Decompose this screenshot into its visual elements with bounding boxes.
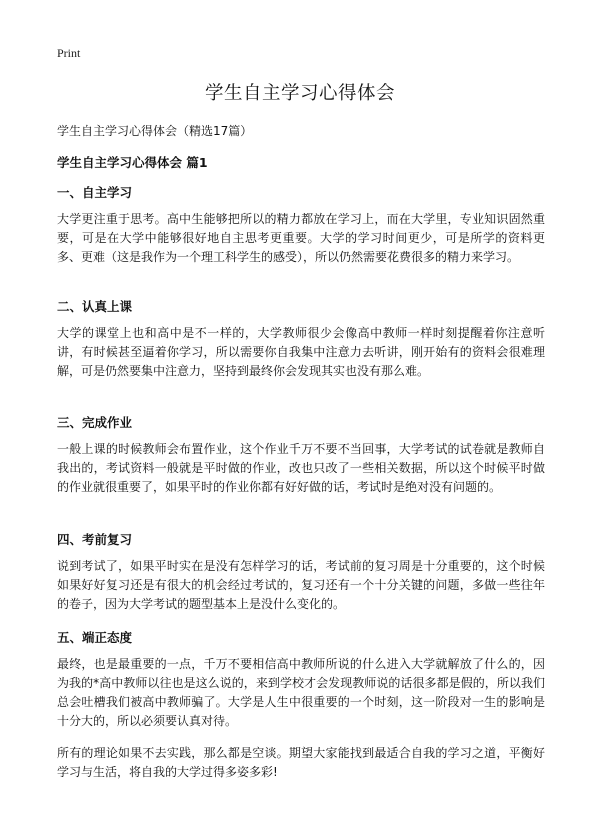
section-body-3: 一般上课的时候教师会布置作业，这个作业千万不要不当回事，大学考试的试卷就是教师自我出的，考试资料一般就是平时做的作业，改也只改了一些相关数据，所以这个时候平时做的作业就很重要了，如果平时的作业你都有好好做的话，考试时是绝对没有问题的。 xyxy=(57,442,545,494)
section-body-5: 最终，也是最重要的一点，千万不要相信高中教师所说的什么进入大学就解放了什么的，因为我的*高中教师以往也是这么说的，来到学校才会发现教师说的话很多都是假的，所以我们总会吐槽我们被高中教师骗了。大学是人生中很重要的一个时刻，这一阶段对一生的影响是十分大的，所以必须要认真对待。 xyxy=(57,657,545,728)
section-heading-3: 三、完成作业 xyxy=(57,415,133,430)
article-heading: 学生自主学习心得体会 篇1 xyxy=(57,155,208,170)
section-body-1: 大学更注重于思考。高中生能够把所以的精力都放在学习上，而在大学里，专业知识固然重要，可是在大学中能够很好地自主思考更重要。大学的学习时间更少，可是所学的资料更多、更难（这是我作为一个理工科学生的感受），所以仍然需要花费很多的精力来学习。 xyxy=(57,212,545,264)
closing-paragraph: 所有的理论如果不去实践，那么都是空谈。期望大家能找到最适合自我的学习之道，平衡好学习与生活，将自我的大学过得多姿多彩! xyxy=(57,746,545,779)
section-body-2: 大学的课堂上也和高中是不一样的，大学教师很少会像高中教师一样时刻提醒着你注意听讲，有时候甚至逼着你学习，所以需要你自我集中注意力去听讲，刚开始有的资料会很难理解，可是仍然要集中注意力，坚持到最终你会发现其实也没有那么难。 xyxy=(57,326,545,378)
print-link[interactable]: Print xyxy=(57,46,81,60)
section-heading-4: 四、考前复习 xyxy=(57,532,133,547)
section-heading-2: 二、认真上课 xyxy=(57,299,133,314)
section-heading-1: 一、自主学习 xyxy=(57,185,133,200)
document-subtitle: 学生自主学习心得体会（精选17篇） xyxy=(57,124,253,138)
section-heading-5: 五、端正态度 xyxy=(57,630,133,645)
page-title: 学生自主学习心得体会 xyxy=(204,83,395,104)
section-body-4: 说到考试了，如果平时实在是没有怎样学习的话，考试前的复习周是十分重要的，这个时候如果好好复习还是有很大的机会经过考试的，复习还有一个十分关键的问题，多做一些往年的卷子，因为大学考试的题型基本上是没什么变化的。 xyxy=(57,559,545,611)
